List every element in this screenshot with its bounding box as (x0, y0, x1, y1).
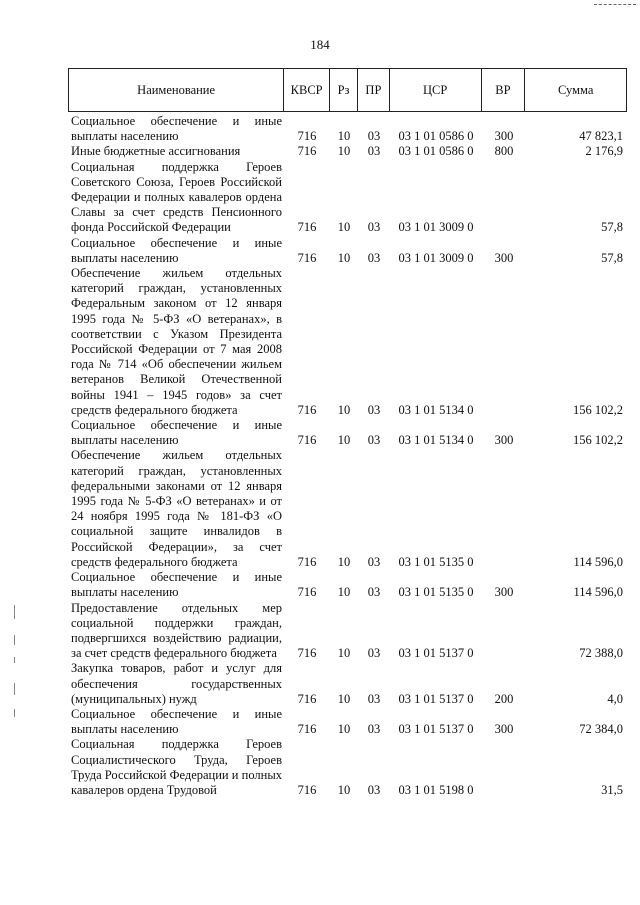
cell-sum: 47 823,1 (579, 129, 623, 144)
cell-csr: 03 1 01 0586 0 (398, 129, 474, 144)
cell-name: Социальное обеспечение и иные выплаты населению (71, 235, 282, 265)
cell-pr: 03 (367, 782, 381, 797)
cell-sum: 72 384,0 (579, 722, 623, 737)
cell-name: Социальное обеспечение и иные выплаты населению (71, 570, 282, 600)
cell-kvsr: 716 (297, 144, 317, 159)
cell-vr: 200 (494, 691, 514, 706)
cell-rz: 10 (337, 129, 351, 144)
table-row (68, 236, 627, 266)
cell-sum: 114 596,0 (573, 585, 623, 600)
cell-pr: 03 (367, 585, 381, 600)
cell-sum: 57,8 (601, 220, 623, 235)
cell-csr: 03 1 01 5134 0 (398, 402, 474, 417)
cell-kvsr: 716 (297, 782, 317, 797)
cell-name: Обеспечение жильем отдельных категорий граждан, установленных федеральными законами от 12 января 1995 года № 5-ФЗ «О ветеранах» и от 24 ноября 1995 года № 181-ФЗ «О социальной защите инвалидов в Российской Федерации», за счет средств федерального бюджета (71, 448, 282, 569)
header-rz: Рз (330, 69, 358, 111)
header-csr: ЦСР (390, 69, 482, 111)
cell-pr: 03 (367, 220, 381, 235)
cell-name: Обеспечение жильем отдельных категорий граждан, установленных Федеральным законом от 12 января 1995 года № 5-ФЗ «О ветеранах», в соответствии с Указом Президента Российской Федерации от 7 мая 2008 года № 714 «Об обеспечении жильем ветеранов Великой Отечественной войны 1941 – 1945 годов» за счет средств федерального бюджета (71, 266, 282, 417)
table-row (68, 601, 627, 662)
cell-kvsr: 716 (297, 646, 317, 661)
cell-kvsr: 716 (297, 554, 317, 569)
cell-name: Социальное обеспечение и иные выплаты населению (71, 418, 282, 448)
cell-rz: 10 (337, 691, 351, 706)
cell-name: Социальная поддержка Героев Советского Союза, Героев Российской Федерации и полных кавалеров ордена Славы за счет средств Пенсионного фонда Российской Федерации (71, 159, 282, 235)
cell-sum: 114 596,0 (573, 554, 623, 569)
cell-kvsr: 716 (297, 691, 317, 706)
cell-rz: 10 (337, 782, 351, 797)
cell-csr: 03 1 01 5137 0 (398, 646, 474, 661)
table-body (68, 114, 627, 798)
cell-rz: 10 (337, 585, 351, 600)
cell-rz: 10 (337, 646, 351, 661)
cell-pr: 03 (367, 646, 381, 661)
scan-margin-ticks (14, 605, 20, 725)
table-row (68, 661, 627, 707)
table-row (68, 448, 627, 570)
cell-sum: 72 388,0 (579, 646, 623, 661)
cell-csr: 03 1 01 0586 0 (398, 144, 474, 159)
cell-vr: 300 (494, 129, 514, 144)
cell-csr: 03 1 01 5135 0 (398, 554, 474, 569)
cell-name: Социальное обеспечение и иные выплаты населению (71, 114, 282, 144)
cell-kvsr: 716 (297, 722, 317, 737)
table-row (68, 266, 627, 418)
header-sum: Сумма (557, 82, 594, 97)
header-pr: ПР (358, 69, 390, 111)
cell-vr: 300 (494, 250, 514, 265)
cell-sum: 4,0 (607, 691, 623, 706)
cell-pr: 03 (367, 722, 381, 737)
table-header (68, 68, 627, 112)
cell-rz: 10 (337, 144, 351, 159)
scan-corner-mark (594, 4, 636, 8)
cell-pr: 03 (367, 554, 381, 569)
cell-csr: 03 1 01 5137 0 (398, 691, 474, 706)
cell-csr: 03 1 01 5135 0 (398, 585, 474, 600)
cell-rz: 10 (337, 554, 351, 569)
table-row (68, 160, 627, 236)
cell-csr: 03 1 01 5198 0 (398, 782, 474, 797)
table-row (68, 114, 627, 144)
table-row (68, 707, 627, 737)
table-row (68, 737, 627, 798)
cell-name: Закупка товаров, работ и услуг для обеспечения государственных (муниципальных) нужд (71, 661, 282, 706)
cell-pr: 03 (367, 144, 381, 159)
cell-kvsr: 716 (297, 250, 317, 265)
cell-rz: 10 (337, 433, 351, 448)
cell-pr: 03 (367, 433, 381, 448)
cell-pr: 03 (367, 691, 381, 706)
cell-name: Предоставление отдельных мер социальной поддержки граждан, подвергшихся воздействию радиации, за счет средств федерального бюджета (71, 600, 282, 661)
cell-rz: 10 (337, 250, 351, 265)
cell-sum: 156 102,2 (573, 433, 623, 448)
page-number: 184 (310, 37, 330, 52)
header-name: Наименование (69, 69, 284, 111)
cell-kvsr: 716 (297, 402, 317, 417)
cell-vr: 300 (494, 433, 514, 448)
cell-sum: 57,8 (601, 250, 623, 265)
cell-sum: 2 176,9 (585, 144, 623, 159)
cell-rz: 10 (337, 220, 351, 235)
cell-pr: 03 (367, 129, 381, 144)
header-kvsr: КВСР (284, 69, 330, 111)
cell-rz: 10 (337, 402, 351, 417)
cell-kvsr: 716 (297, 433, 317, 448)
cell-csr: 03 1 01 5134 0 (398, 433, 474, 448)
cell-pr: 03 (367, 402, 381, 417)
cell-vr: 800 (494, 144, 514, 159)
cell-csr: 03 1 01 5137 0 (398, 722, 474, 737)
cell-name: Иные бюджетные ассигнования (71, 144, 241, 159)
cell-sum: 31,5 (601, 782, 623, 797)
table-row (68, 570, 627, 600)
cell-kvsr: 716 (297, 220, 317, 235)
cell-kvsr: 716 (297, 585, 317, 600)
cell-csr: 03 1 01 3009 0 (398, 250, 474, 265)
table-row (68, 418, 627, 448)
table-row (68, 144, 627, 159)
cell-name: Социальное обеспечение и иные выплаты населению (71, 706, 282, 737)
cell-sum: 156 102,2 (573, 402, 623, 417)
cell-pr: 03 (367, 250, 381, 265)
cell-name: Социальная поддержка Героев Социалистического Труда, Героев Труда Российской Федерации и полных кавалеров ордена Трудовой (71, 737, 282, 797)
cell-rz: 10 (337, 722, 351, 737)
cell-csr: 03 1 01 3009 0 (398, 220, 474, 235)
header-vr: ВР (482, 69, 526, 111)
cell-vr: 300 (494, 722, 514, 737)
cell-vr: 300 (494, 585, 514, 600)
cell-kvsr: 716 (297, 129, 317, 144)
